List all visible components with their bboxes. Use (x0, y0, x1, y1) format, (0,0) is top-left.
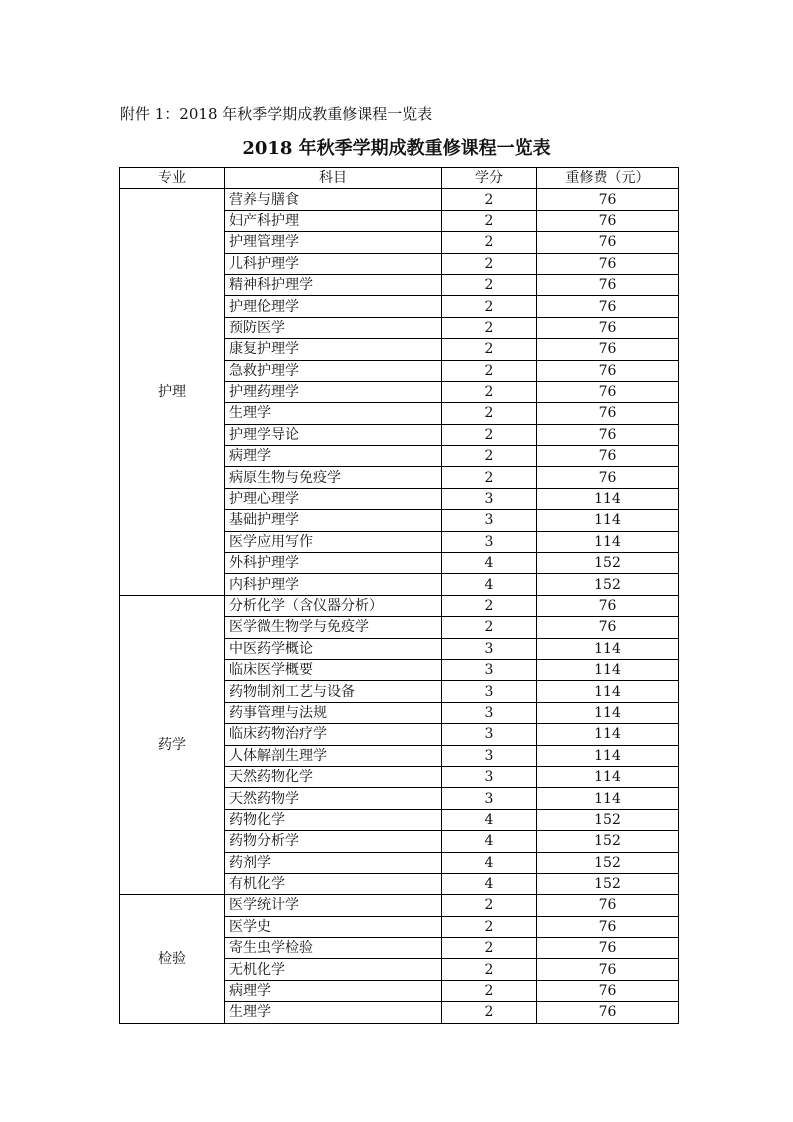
fee-cell: 152 (537, 809, 679, 830)
fee-cell: 76 (537, 403, 679, 424)
fee-cell: 76 (537, 895, 679, 916)
fee-cell: 76 (537, 274, 679, 295)
course-table (119, 167, 679, 1024)
fee-cell: 152 (537, 574, 679, 595)
credit-cell: 2 (442, 232, 537, 253)
fee-cell: 76 (537, 189, 679, 210)
fee-cell: 76 (537, 959, 679, 980)
credit-cell: 2 (442, 595, 537, 616)
credit-cell: 3 (442, 638, 537, 659)
credit-cell: 2 (442, 938, 537, 959)
credit-cell: 2 (442, 274, 537, 295)
subject-cell: 分析化学（含仪器分析） (225, 595, 442, 616)
credit-cell: 2 (442, 959, 537, 980)
table-row (120, 895, 679, 916)
page-title: 2018 年秋季学期成教重修课程一览表 (242, 138, 551, 159)
credit-cell: 4 (442, 809, 537, 830)
fee-cell: 76 (537, 210, 679, 231)
subject-cell: 预防医学 (225, 317, 442, 338)
fee-cell: 76 (537, 980, 679, 1001)
fee-cell: 76 (537, 467, 679, 488)
credit-cell: 3 (442, 659, 537, 680)
subject-cell: 营养与膳食 (225, 189, 442, 210)
fee-cell: 114 (537, 766, 679, 787)
credit-cell: 3 (442, 510, 537, 531)
subject-cell: 医学史 (225, 916, 442, 937)
credit-cell: 3 (442, 681, 537, 702)
credit-cell: 2 (442, 895, 537, 916)
credit-cell: 3 (442, 788, 537, 809)
credit-cell: 3 (442, 531, 537, 552)
subject-cell: 药物分析学 (225, 831, 442, 852)
fee-cell: 76 (537, 360, 679, 381)
credit-cell: 3 (442, 745, 537, 766)
fee-cell: 76 (537, 296, 679, 317)
subject-cell: 儿科护理学 (225, 253, 442, 274)
fee-cell: 152 (537, 873, 679, 894)
header-fee: 重修费（元） (537, 168, 679, 189)
subject-cell: 精神科护理学 (225, 274, 442, 295)
credit-cell: 4 (442, 852, 537, 873)
credit-cell: 2 (442, 381, 537, 402)
subject-cell: 妇产科护理 (225, 210, 442, 231)
credit-cell: 4 (442, 831, 537, 852)
subject-cell: 医学微生物学与免疫学 (225, 617, 442, 638)
credit-cell: 4 (442, 873, 537, 894)
subject-cell: 基础护理学 (225, 510, 442, 531)
credit-cell: 2 (442, 446, 537, 467)
subject-cell: 急救护理学 (225, 360, 442, 381)
fee-cell: 76 (537, 232, 679, 253)
credit-cell: 2 (442, 467, 537, 488)
credit-cell: 2 (442, 317, 537, 338)
subject-cell: 药事管理与法规 (225, 702, 442, 723)
credit-cell: 2 (442, 1002, 537, 1023)
credit-cell: 2 (442, 424, 537, 445)
subject-cell: 护理伦理学 (225, 296, 442, 317)
subject-cell: 内科护理学 (225, 574, 442, 595)
fee-cell: 114 (537, 638, 679, 659)
subject-cell: 临床药物治疗学 (225, 724, 442, 745)
subject-cell: 中医药学概论 (225, 638, 442, 659)
fee-cell: 114 (537, 681, 679, 702)
fee-cell: 114 (537, 488, 679, 509)
subject-cell: 药物化学 (225, 809, 442, 830)
subject-cell: 护理心理学 (225, 488, 442, 509)
fee-cell: 114 (537, 531, 679, 552)
table-header-row (120, 168, 679, 189)
credit-cell: 4 (442, 553, 537, 574)
subject-cell: 寄生虫学检验 (225, 938, 442, 959)
credit-cell: 3 (442, 766, 537, 787)
fee-cell: 114 (537, 745, 679, 766)
fee-cell: 114 (537, 659, 679, 680)
subject-cell: 医学统计学 (225, 895, 442, 916)
credit-cell: 3 (442, 702, 537, 723)
subject-cell: 病原生物与免疫学 (225, 467, 442, 488)
subject-cell: 护理学导论 (225, 424, 442, 445)
subject-cell: 护理管理学 (225, 232, 442, 253)
subject-cell: 天然药物学 (225, 788, 442, 809)
credit-cell: 2 (442, 189, 537, 210)
header-major: 专业 (120, 168, 225, 189)
fee-cell: 114 (537, 510, 679, 531)
fee-cell: 152 (537, 852, 679, 873)
credit-cell: 2 (442, 916, 537, 937)
credit-cell: 2 (442, 403, 537, 424)
fee-cell: 76 (537, 317, 679, 338)
fee-cell: 152 (537, 831, 679, 852)
major-cell: 药学 (120, 595, 225, 894)
fee-cell: 76 (537, 253, 679, 274)
subject-cell: 临床医学概要 (225, 659, 442, 680)
credit-cell: 3 (442, 488, 537, 509)
subject-cell: 病理学 (225, 446, 442, 467)
header-subject: 科目 (225, 168, 442, 189)
fee-cell: 76 (537, 1002, 679, 1023)
fee-cell: 76 (537, 381, 679, 402)
fee-cell: 76 (537, 424, 679, 445)
fee-cell: 76 (537, 916, 679, 937)
credit-cell: 2 (442, 617, 537, 638)
credit-cell: 3 (442, 724, 537, 745)
major-cell: 护理 (120, 189, 225, 595)
fee-cell: 114 (537, 702, 679, 723)
subject-cell: 生理学 (225, 1002, 442, 1023)
header-credits: 学分 (442, 168, 537, 189)
fee-cell: 152 (537, 553, 679, 574)
fee-cell: 76 (537, 938, 679, 959)
credit-cell: 4 (442, 574, 537, 595)
fee-cell: 76 (537, 339, 679, 360)
subject-cell: 有机化学 (225, 873, 442, 894)
fee-cell: 114 (537, 724, 679, 745)
fee-cell: 76 (537, 617, 679, 638)
subject-cell: 药剂学 (225, 852, 442, 873)
credit-cell: 2 (442, 253, 537, 274)
credit-cell: 2 (442, 339, 537, 360)
subject-cell: 医学应用写作 (225, 531, 442, 552)
fee-cell: 114 (537, 788, 679, 809)
fee-cell: 76 (537, 595, 679, 616)
table-body (120, 189, 679, 1023)
subject-cell: 生理学 (225, 403, 442, 424)
subject-cell: 康复护理学 (225, 339, 442, 360)
subject-cell: 护理药理学 (225, 381, 442, 402)
subject-cell: 药物制剂工艺与设备 (225, 681, 442, 702)
subject-cell: 人体解剖生理学 (225, 745, 442, 766)
credit-cell: 2 (442, 980, 537, 1001)
subject-cell: 病理学 (225, 980, 442, 1001)
fee-cell: 76 (537, 446, 679, 467)
subject-cell: 天然药物化学 (225, 766, 442, 787)
attachment-label: 附件 1：2018 年秋季学期成教重修课程一览表 (120, 105, 433, 123)
subject-cell: 无机化学 (225, 959, 442, 980)
subject-cell: 外科护理学 (225, 553, 442, 574)
table-row (120, 595, 679, 616)
table-row (120, 189, 679, 210)
credit-cell: 2 (442, 296, 537, 317)
credit-cell: 2 (442, 210, 537, 231)
credit-cell: 2 (442, 360, 537, 381)
major-cell: 检验 (120, 895, 225, 1023)
